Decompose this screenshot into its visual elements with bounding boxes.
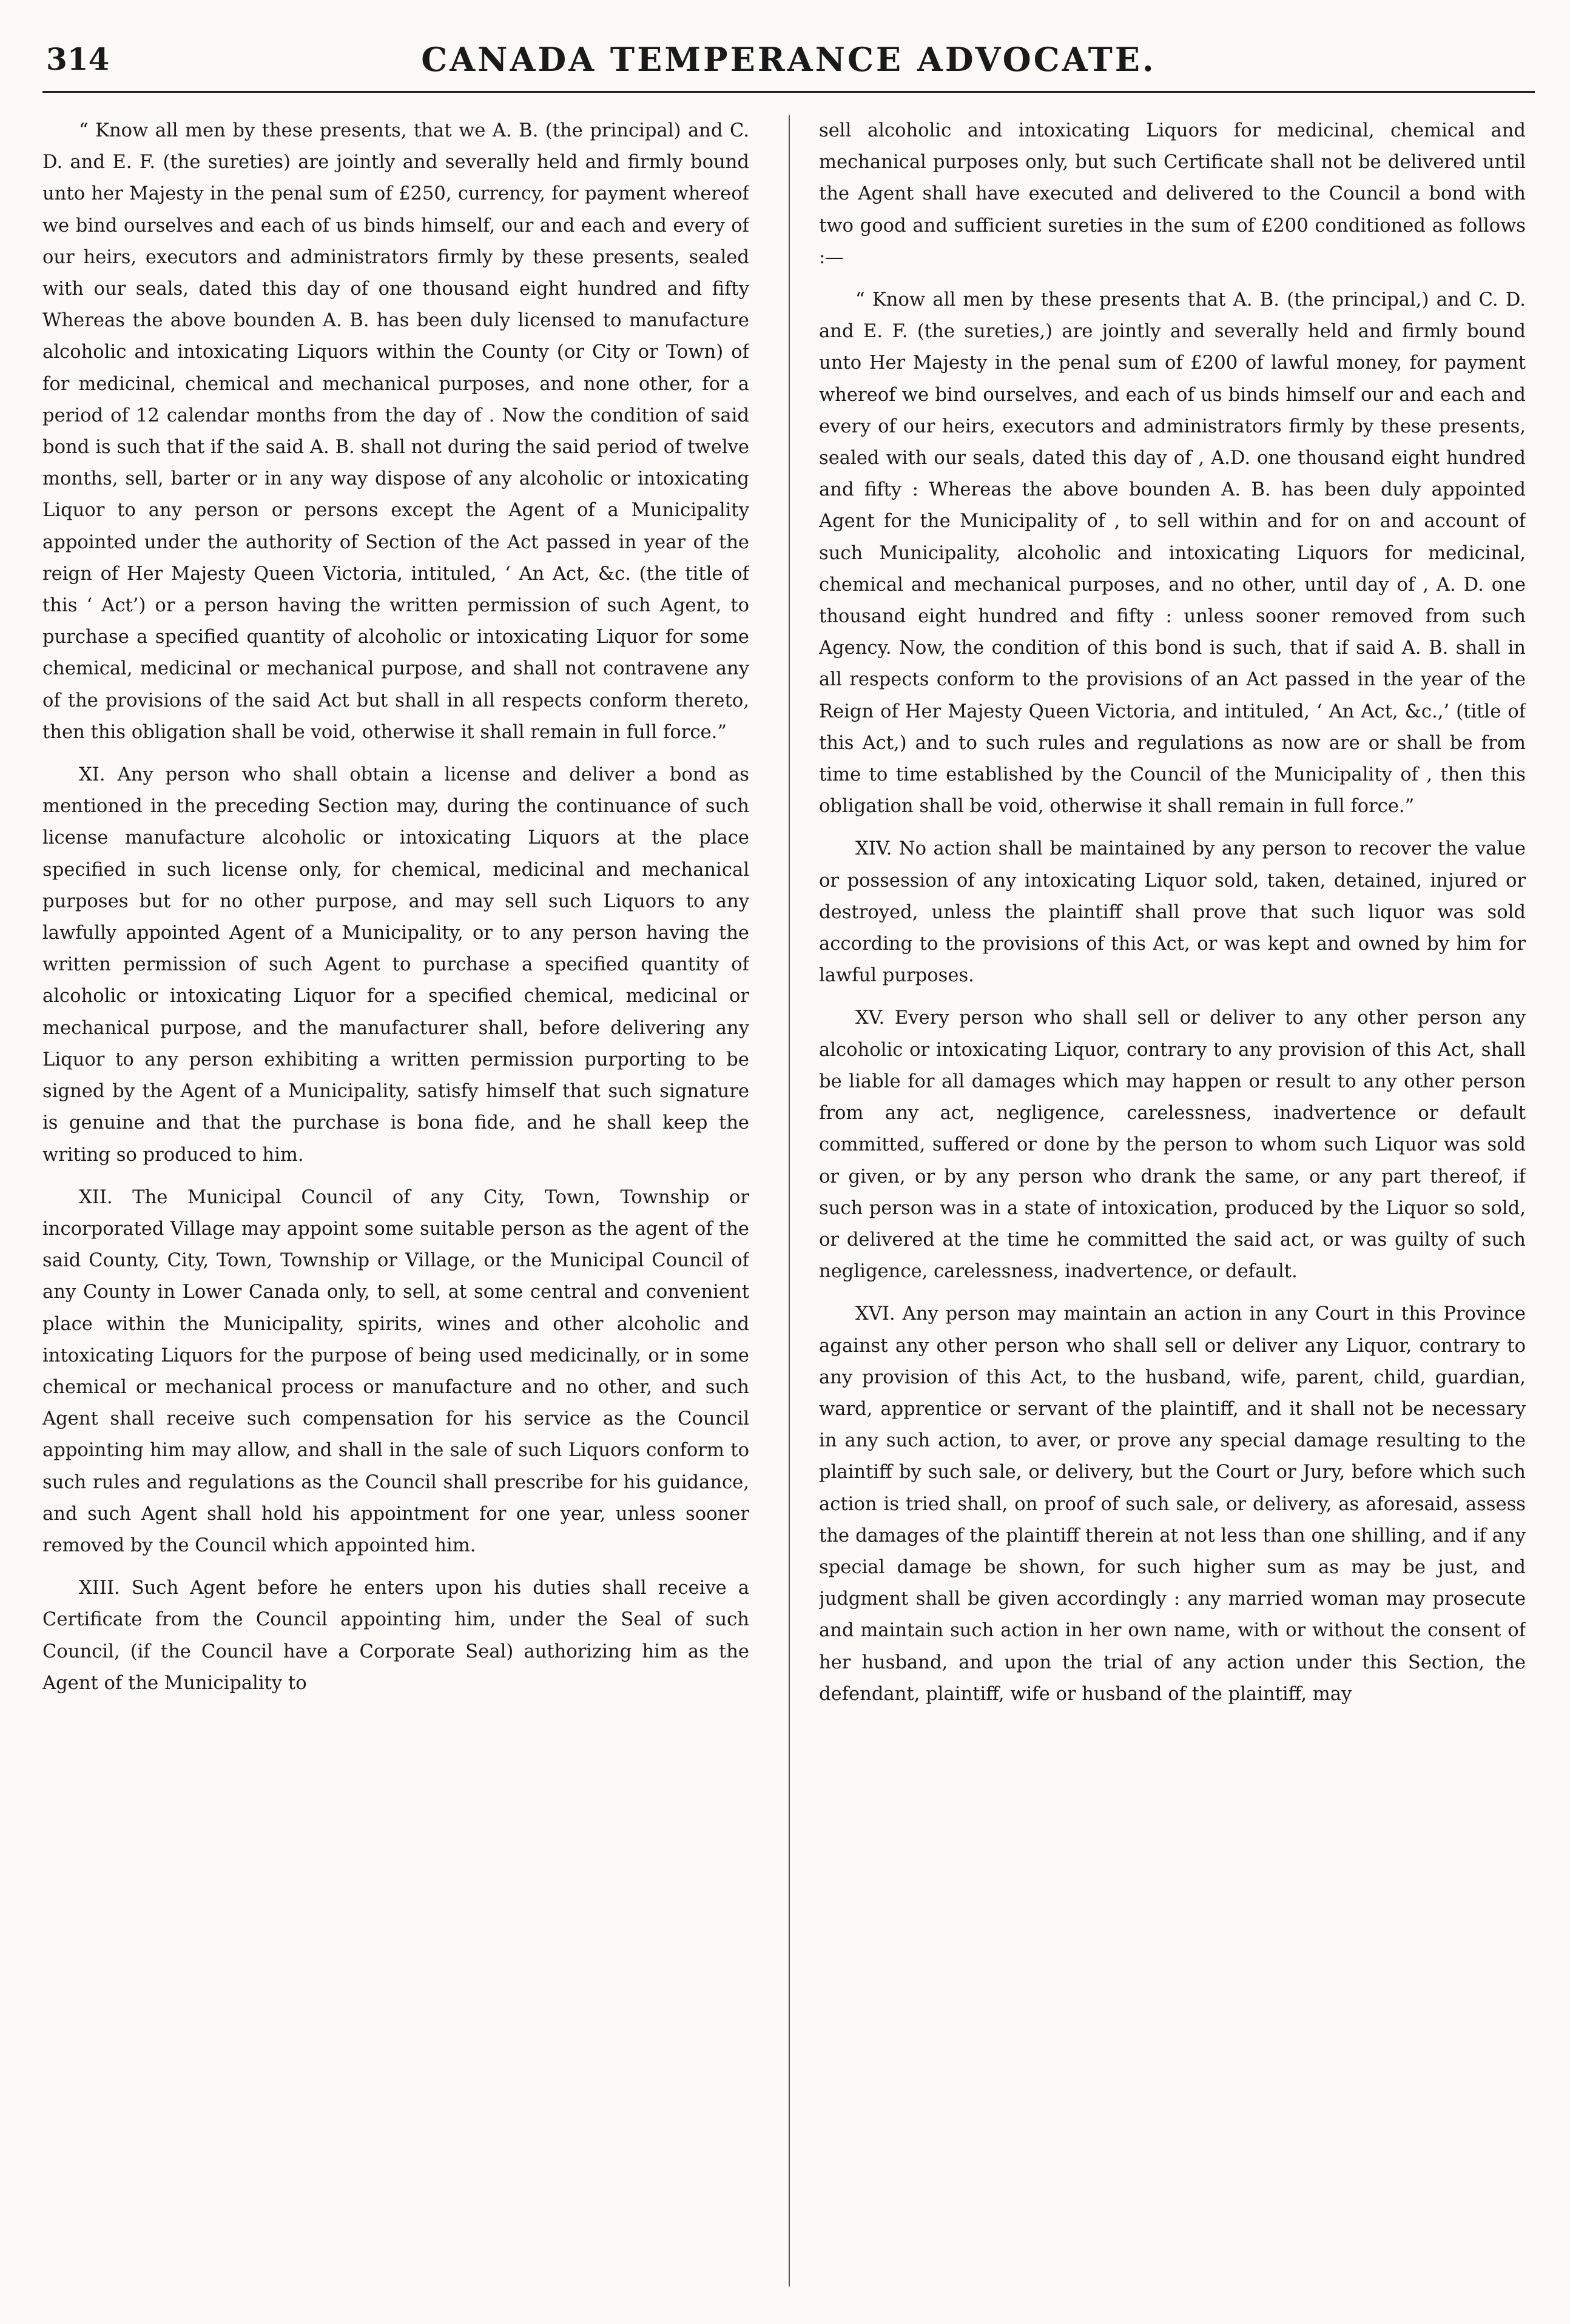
section-xii: XII. The Municipal Council of any City, Town, Township or incorporated Village may appoint some suitable person as the agent of the said County, City, Town, Township or Village, or the Municipal Council of any County in Lower Canada only, to sell, at some central and convenient place within the Municipality, spirits, wines and other alcoholic and intoxicating Liquors for the purpose of being used medicinally, or in some chemical or mechanical process or manufacture and no other, and such Agent shall receive such compensation for his service as the Council appointing him may allow, and shall in the sale of such Liquors conform to such rules and regulations as the Council shall prescribe for his guidance, and such Agent shall hold his appointment for one year, unless sooner removed by the Council which appointed him. [42, 1186, 749, 1556]
page-header [42, 36, 1535, 93]
agent-bond-form-text: “ Know all men by these presents that A. B. (the principal,) and C. D. and E. F. (the sureties,) are jointly and severally held and firmly bound unto Her Majesty in the penal sum of £200 of lawful money, for payment whereof we bind ourselves, and each of us binds himself our and each and every of our heirs, executors and administrators firmly by these presents, sealed with our seals, dated this day of , A.D. one thousand eight hundred and fifty : Whereas the above bounden A. B. has been duly appointed Agent for the Municipality of , to sell within and for on and account of such Municipality, alcoholic and intoxicating Liquors for medicinal, chemical and mechanical purposes, and no other, until day of , A. D. one thousand eight hundred and fifty : unless sooner removed from such Agency. Now, the condition of this bond is such, that if said A. B. shall in all respects conform to the provisions of an Act passed in the year of the Reign of Her Majesty Queen Victoria, and intituled, ‘ An Act, &c.,’ (title of this Act,) and to such rules and regulations as now are or shall be from time to time established by the Council of the Municipality of , then this obligation shall be void, otherwise it shall remain in full force.” [819, 289, 1526, 818]
right-column [819, 115, 1526, 2286]
section-xvi: XVI. Any person may maintain an action in any Court in this Province against any other person who shall sell or deliver any Liquor, contrary to any provision of this Act, to the husband, wife, parent, child, guardian, ward, apprentice or servant of the plaintiff, and it shall not be necessary in any such action, to aver, or prove any special damage resulting to the plaintiff by such sale, or delivery, but the Court or Jury, before which such action is tried shall, on proof of such sale, or delivery, as aforesaid, assess the damages of the plaintiff therein at not less than one shilling, and if any special damage be shown, for such higher sum as may be just, and judgment shall be given accordingly : any married woman may prosecute and maintain such action in her own name, with or without the consent of her husband, and upon the trial of any action under this Section, the defendant, plaintiff, wife or husband of the plaintiff, may [819, 1303, 1526, 1705]
left-column [42, 115, 749, 2286]
page-number: 314 [46, 41, 110, 77]
section-xv: XV. Every person who shall sell or deliver to any other person any alcoholic or intoxicating Liquor, contrary to any provision of this Act, shall be liable for all damages which may happen or result to any other person from any act, negligence, carelessness, inadvertence or default committed, suffered or done by the person to whom such Liquor was sold or given, or by any person who drank the same, or any part thereof, if such person was in a state of intoxication, produced by the Liquor so sold, or delivered at the time he committed the said act, or was guilty of such negligence, carelessness, inadvertence, or default. [819, 1007, 1526, 1283]
section-xiii: XIII. Such Agent before he enters upon his duties shall receive a Certificate from the Council appointing him, under the Seal of such Council, (if the Council have a Corporate Seal) authorizing him as the Agent of the Municipality to [42, 1577, 749, 1694]
section-xiv: XIV. No action shall be maintained by any person to recover the value or possession of any intoxicating Liquor sold, taken, detained, injured or destroyed, unless the plaintiff shall prove that such liquor was sold according to the provisions of this Act, or was kept and owned by him for lawful purposes. [819, 838, 1526, 987]
journal-title: CANADA TEMPERANCE ADVOCATE. [421, 40, 1156, 79]
section-xiii-continued: sell alcoholic and intoxicating Liquors for medicinal, chemical and mechanical purposes only, but such Certificate shall not be delivered until the Agent shall have executed and delivered to the Council a bond with two good and sufficient sureties in the sum of £200 conditioned as follows :— [819, 120, 1526, 268]
document-page [42, 36, 1535, 2299]
column-divider [789, 115, 790, 2286]
section-xi: XI. Any person who shall obtain a license and deliver a bond as mentioned in the preceding Section may, during the continuance of such license manufacture alcoholic or intoxicating Liquors at the place specified in such license only, for chemical, medicinal and mechanical purposes but for no other purpose, and may sell such Liquors to any lawfully appointed Agent of a Municipality, or to any person having the written permission of such Agent to purchase a specified quantity of alcoholic or intoxicating Liquor for a specified chemical, medicinal or mechanical purpose, and the manufacturer shall, before delivering any Liquor to any person exhibiting a written permission purporting to be signed by the Agent of a Municipality, satisfy himself that such signature is genuine and that the purchase is bona fide, and he shall keep the writing so produced to him. [42, 764, 749, 1166]
bond-form-text: “ Know all men by these presents, that we A. B. (the principal) and C. D. and E. F. (the sureties) are jointly and severally held and firmly bound unto her Majesty in the penal sum of £250, currency, for payment whereof we bind ourselves and each of us binds himself, our and each and every of our heirs, executors and administrators firmly by these presents, sealed with our seals, dated this day of one thousand eight hundred and fifty Whereas the above bounden A. B. has been duly licensed to manufacture alcoholic and intoxicating Liquors within the County (or City or Town) of for medicinal, chemical and mechanical purposes, and none other, for a period of 12 calendar months from the day of . Now the condition of said bond is such that if the said A. B. shall not during the said period of twelve months, sell, barter or in any way dispose of any alcoholic or intoxicating Liquor to any person or persons except the Agent of a Municipality appointed under the authority of Section of the Act passed in year of the reign of Her Majesty Queen Victoria, intituled, ‘ An Act, &c. (the title of this ‘ Act’) or a person having the written permission of such Agent, to purchase a specified quantity of alcoholic or intoxicating Liquor for some chemical, medicinal or mechanical purpose, and shall not contravene any of the provisions of the said Act but shall in all respects conform thereto, then this obligation shall be void, otherwise it shall remain in full force.” [42, 120, 749, 743]
